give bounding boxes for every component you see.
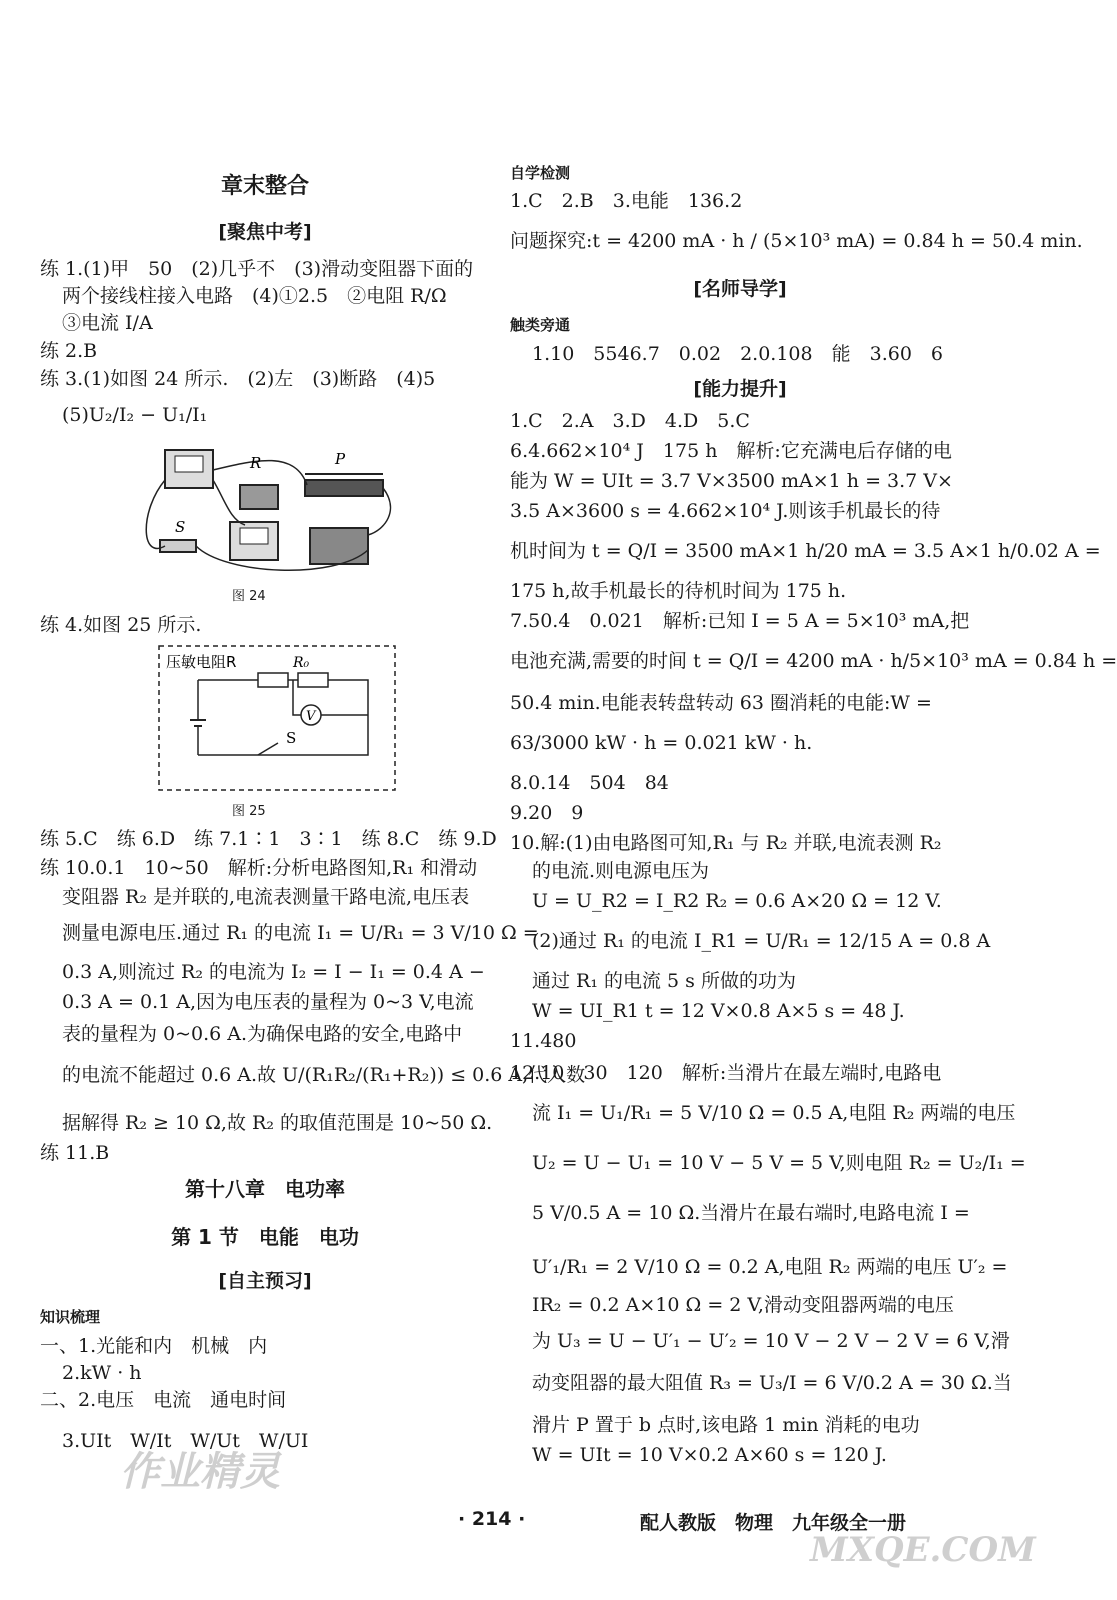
answer-line: W = UI_R1 t = 12 V×0.8 A×5 s = 48 J. — [532, 1000, 905, 1022]
answer-line: 动变阻器的最大阻值 R₃ = U₃/I = 6 V/0.2 A = 30 Ω.当 — [532, 1372, 1012, 1394]
answer-line: 两个接线柱接入电路 (4)①2.5 ②电阻 R/Ω — [62, 285, 447, 307]
answer-line: 6.4.662×10⁴ J 175 h 解析:它充满电后存储的电 — [510, 440, 952, 462]
answer-line: 8.0.14 504 84 — [510, 772, 669, 794]
answer-line: IR₂ = 0.2 A×10 Ω = 2 V,滑动变阻器两端的电压 — [532, 1294, 954, 1316]
answer-line: 1.C 2.A 3.D 4.D 5.C — [510, 410, 750, 432]
answer-line: 63/3000 kW · h = 0.021 kW · h. — [510, 732, 813, 754]
answer-line: 3.5 A×3600 s = 4.662×10⁴ J.则该手机最长的待 — [510, 500, 941, 522]
answer-line: 7.50.4 0.021 解析:已知 I = 5 A = 5×10³ mA,把 — [510, 610, 970, 632]
answer-line: U = U_R2 = I_R2 R₂ = 0.6 A×20 Ω = 12 V. — [532, 890, 942, 912]
answer-line: 练 10.0.1 10~50 解析:分析电路图知,R₁ 和滑动 — [40, 857, 478, 879]
subheading-analogy: 触类旁通 — [510, 316, 571, 334]
answer-line: 为 U₃ = U − U′₁ − U′₂ = 10 V − 2 V − 2 V = 6 V,滑 — [532, 1330, 1010, 1352]
answer-line: 175 h,故手机最长的待机时间为 175 h. — [510, 580, 847, 602]
section-1-title: 第 1 节 电能 电功 — [171, 1225, 359, 1249]
answer-line: 0.3 A = 0.1 A,因为电压表的量程为 0~3 V,电流 — [62, 991, 474, 1013]
answer-line: 据解得 R₂ ≥ 10 Ω,故 R₂ 的取值范围是 10~50 Ω. — [62, 1112, 493, 1134]
subheading-knowledge: 知识梳理 — [40, 1308, 101, 1326]
figure-24-label: P — [335, 450, 346, 468]
chapter-18-title: 第十八章 电功率 — [185, 1177, 345, 1201]
answer-line: 变阻器 R₂ 是并联的,电流表测量干路电流,电压表 — [62, 886, 470, 908]
answer-line: 一、1.光能和内 机械 内 — [40, 1335, 268, 1357]
answer-line: U₂ = U − U₁ = 10 V − 5 V = 5 V,则电阻 R₂ = U₂/I₁ = — [532, 1152, 1026, 1174]
section-focus: [聚焦中考] — [218, 221, 312, 243]
answer-line: 11.480 — [510, 1030, 577, 1052]
answer-line: 的电流.则电源电压为 — [532, 860, 710, 882]
figure-25-label: S — [286, 729, 297, 747]
subheading-self-check: 自学检测 — [510, 164, 571, 182]
answer-line: 9.20 9 — [510, 802, 584, 824]
figure-25-label: V — [306, 709, 316, 724]
answer-line: 机时间为 t = Q/I = 3500 mA×1 h/20 mA = 3.5 A×1 h/0.02 A = — [510, 540, 1101, 562]
edition-label: 配人教版 物理 九年级全一册 — [640, 1512, 907, 1534]
answer-line: 练 5.C 练 6.D 练 7.1∶1 3∶1 练 8.C 练 9.D — [40, 828, 497, 850]
figure-24-circuit — [135, 440, 405, 580]
answer-line: 通过 R₁ 的电流 5 s 所做的功为 — [532, 970, 796, 992]
answer-line: 二、2.电压 电流 通电时间 — [40, 1389, 287, 1411]
section-preview: [自主预习] — [218, 1270, 312, 1292]
answer-line: U′₁/R₁ = 2 V/10 Ω = 0.2 A,电阻 R₂ 两端的电压 U′₂ = — [532, 1256, 1008, 1278]
answer-line: 0.3 A,则流过 R₂ 的电流为 I₂ = I − I₁ = 0.4 A − — [62, 961, 485, 983]
answer-line: 练 11.B — [40, 1142, 110, 1164]
answer-line: 1.C 2.B 3.电能 136.2 — [510, 190, 743, 212]
figure-25-caption: 图 25 — [232, 804, 266, 819]
answer-line: 2.kW · h — [62, 1362, 142, 1384]
chapter-title: 章末整合 — [220, 174, 309, 199]
answer-line: (5)U₂/I₂ − U₁/I₁ — [62, 404, 208, 426]
section-teacher: [名师导学] — [693, 278, 787, 300]
answer-line: 电池充满,需要的时间 t = Q/I = 4200 mA · h/5×10³ mA = 0.84 h = — [510, 650, 1117, 672]
watermark: 作业精灵 — [120, 1448, 280, 1495]
figure-24-label: S — [175, 518, 186, 536]
figure-25-label: 压敏电阻R — [166, 653, 237, 671]
answer-line: 12.10 30 120 解析:当滑片在最左端时,电路电 — [510, 1062, 942, 1084]
answer-line: 能为 W = UIt = 3.7 V×3500 mA×1 h = 3.7 V× — [510, 470, 953, 492]
figure-25-circuit — [158, 645, 398, 793]
answer-line: 练 4.如图 25 所示. — [40, 614, 202, 636]
answer-line: 练 2.B — [40, 340, 98, 362]
page-number: · 214 · — [458, 1508, 526, 1530]
answer-line: 5 V/0.5 A = 10 Ω.当滑片在最右端时,电路电流 I = — [532, 1202, 970, 1224]
answer-line: (2)通过 R₁ 的电流 I_R1 = U/R₁ = 12/15 A = 0.8 A — [532, 930, 991, 952]
answer-line: 3.UIt W/It W/Ut W/UI — [62, 1430, 309, 1452]
answer-line: 流 I₁ = U₁/R₁ = 5 V/10 Ω = 0.5 A,电阻 R₂ 两端的电压 — [532, 1102, 1016, 1124]
figure-24-label: R — [250, 454, 262, 472]
answer-line: 滑片 P 置于 b 点时,该电路 1 min 消耗的电功 — [532, 1414, 920, 1436]
answer-line: 测量电源电压.通过 R₁ 的电流 I₁ = U/R₁ = 3 V/10 Ω = — [62, 922, 539, 944]
answer-line: 表的量程为 0~0.6 A.为确保电路的安全,电路中 — [62, 1023, 463, 1045]
answer-line: 的电流不能超过 0.6 A.故 U/(R₁R₂/(R₁+R₂)) ≤ 0.6 A,代入数 — [62, 1064, 586, 1086]
answer-line: 50.4 min.电能表转盘转动 63 圈消耗的电能:W = — [510, 692, 932, 714]
answer-line: W = UIt = 10 V×0.2 A×60 s = 120 J. — [532, 1444, 887, 1466]
section-ability: [能力提升] — [693, 378, 787, 400]
answer-line: 1.10 5546.7 0.02 2.0.108 能 3.60 6 — [532, 343, 944, 365]
answer-line: 10.解:(1)由电路图可知,R₁ 与 R₂ 并联,电流表测 R₂ — [510, 832, 942, 854]
answer-line: 练 3.(1)如图 24 所示. (2)左 (3)断路 (4)5 — [40, 368, 436, 390]
watermark: MXQE.COM — [810, 1530, 1036, 1570]
figure-25-label: R₀ — [293, 655, 310, 671]
answer-line: 问题探究:t = 4200 mA · h / (5×10³ mA) = 0.84 h = 50.4 min. — [510, 230, 1083, 252]
answer-line: 练 1.(1)甲 50 (2)几乎不 (3)滑动变阻器下面的 — [40, 258, 474, 280]
figure-24-caption: 图 24 — [232, 589, 266, 604]
answer-line: ③电流 I/A — [62, 312, 153, 334]
